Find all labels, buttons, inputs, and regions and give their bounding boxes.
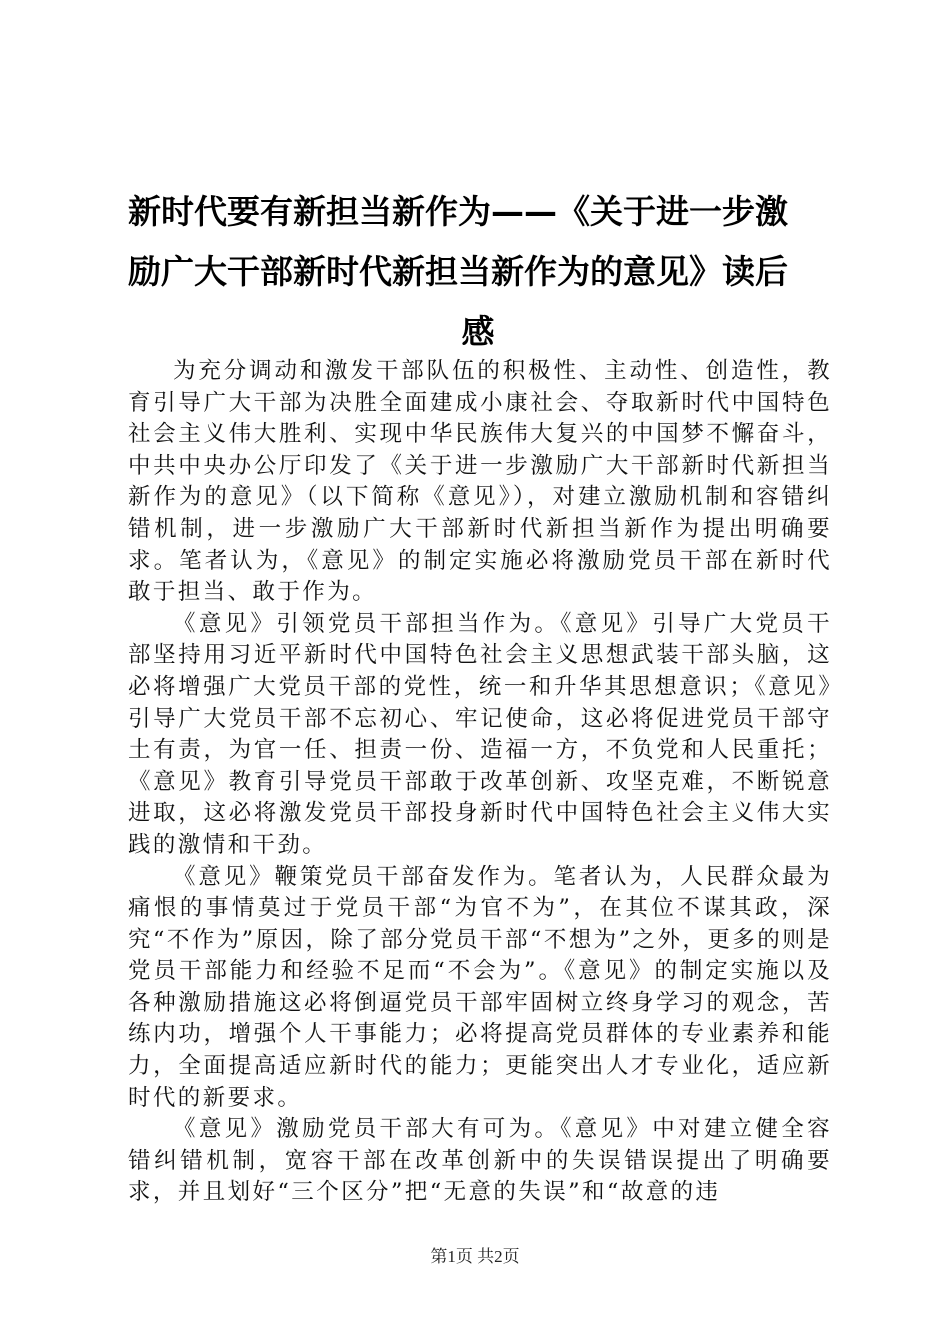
document-body	[128, 356, 832, 1209]
paragraph: 《意见》激励党员干部大有可为。《意见》中对建立健全容错纠错机制，宽容干部在改革创新中的失误错误提出了明确要求，并且划好“三个区分”把“无意的失误”和“故意的违	[128, 1116, 832, 1206]
paragraph: 为充分调动和激发干部队伍的积极性、主动性、创造性，教育引导广大干部为决胜全面建成小康社会、夺取新时代中国特色社会主义伟大胜利、实现中华民族伟大复兴的中国梦不懈奋斗，中共中央办公厅印发了《关于进一步激励广大干部新时代新担当新作为的意见》（以下简称《意见》），对建立激励机制和容错纠错机制，进一步激励广大干部新时代新担当新作为提出明确要求。笔者认为，《意见》的制定实施必将激励党员干部在新时代敢于担当、敢于作为。	[128, 358, 832, 606]
title-line: 新时代要有新担当新作为——《关于进一步激	[128, 192, 788, 231]
document-title	[128, 182, 828, 362]
title-line: 励广大干部新时代新担当新作为的意见》读后	[128, 252, 788, 291]
title-line: 感	[461, 312, 495, 351]
paragraph: 《意见》鞭策党员干部奋发作为。笔者认为，人民群众最为痛恨的事情莫过于党员干部“为官不为”，在其位不谋其政，深究“不作为”原因，除了部分党员干部“不想为”之外，更多的则是党员干部能力和经验不足而“不会为”。《意见》的制定实施以及各种激励措施这必将倒逼党员干部牢固树立终身学习的观念，苦练内功，增强个人干事能力；必将提高党员群体的专业素养和能力，全面提高适应新时代的能力；更能突出人才专业化，适应新时代的新要求。	[128, 863, 832, 1111]
page-number-footer: 第1页 共2页	[430, 1247, 520, 1266]
paragraph: 《意见》引领党员干部担当作为。《意见》引导广大党员干部坚持用习近平新时代中国特色社会主义思想武装干部头脑，这必将增强广大党员干部的党性，统一和升华其思想意识；《意见》引导广大党员干部不忘初心、牢记使命，这必将促进党员干部守土有责，为官一任、担责一份、造福一方，不负党和人民重托；《意见》教育引导党员干部敢于改革创新、攻坚克难，不断锐意进取，这必将激发党员干部投身新时代中国特色社会主义伟大实践的激情和干劲。	[128, 610, 832, 858]
